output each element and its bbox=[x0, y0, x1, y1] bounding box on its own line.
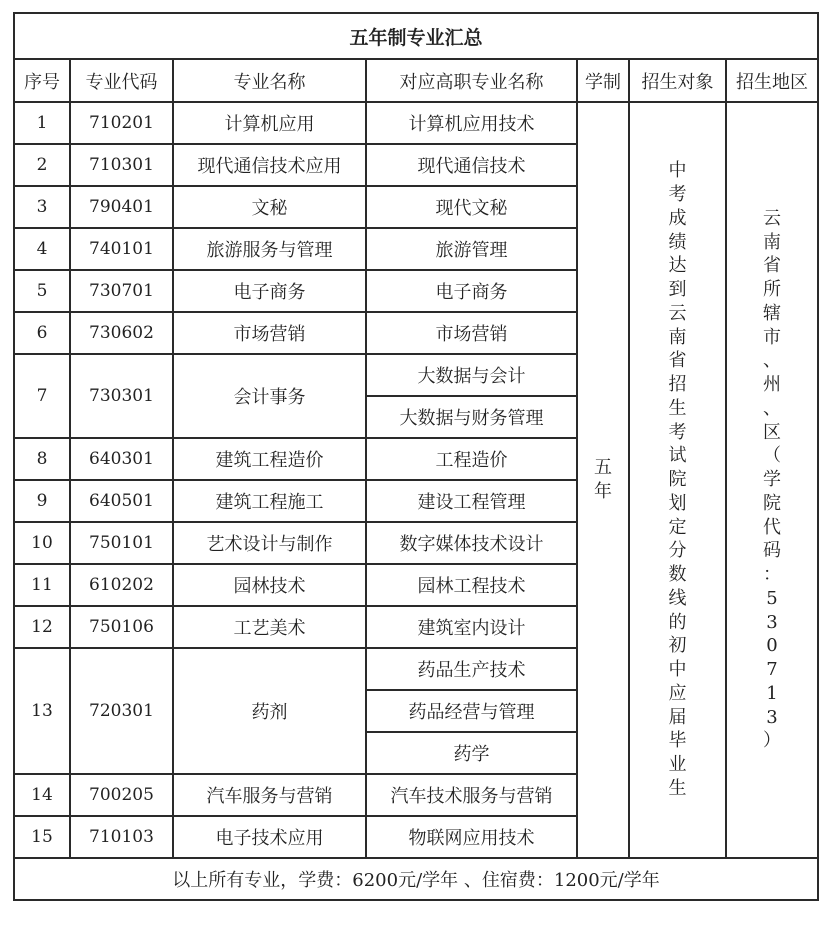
row-higher-major: 现代通信技术 bbox=[366, 144, 577, 186]
row-major: 艺术设计与制作 bbox=[173, 522, 366, 564]
fee-note: 以上所有专业，学费：6200元/学年 、住宿费：1200元/学年 bbox=[14, 858, 818, 900]
row-higher-major: 物联网应用技术 bbox=[366, 816, 577, 858]
row-higher-major: 建筑室内设计 bbox=[366, 606, 577, 648]
row-major: 文秘 bbox=[173, 186, 366, 228]
header-region: 招生地区 bbox=[726, 59, 818, 102]
row-code: 710301 bbox=[70, 144, 173, 186]
row-higher-major: 药学 bbox=[366, 732, 577, 774]
row-seq: 7 bbox=[14, 354, 70, 438]
row-higher-major: 旅游管理 bbox=[366, 228, 577, 270]
row-major: 药剂 bbox=[173, 648, 366, 774]
row-higher-major: 工程造价 bbox=[366, 438, 577, 480]
row-code: 640301 bbox=[70, 438, 173, 480]
row-seq: 3 bbox=[14, 186, 70, 228]
header-row bbox=[14, 59, 818, 102]
row-code: 720301 bbox=[70, 648, 173, 774]
row-code: 790401 bbox=[70, 186, 173, 228]
row-seq: 12 bbox=[14, 606, 70, 648]
row-major: 现代通信技术应用 bbox=[173, 144, 366, 186]
row-seq: 10 bbox=[14, 522, 70, 564]
row-code: 730602 bbox=[70, 312, 173, 354]
row-seq: 6 bbox=[14, 312, 70, 354]
row-higher-major: 建设工程管理 bbox=[366, 480, 577, 522]
table-title: 五年制专业汇总 bbox=[14, 13, 818, 59]
row-seq: 11 bbox=[14, 564, 70, 606]
row-seq: 1 bbox=[14, 102, 70, 144]
row-major: 市场营销 bbox=[173, 312, 366, 354]
row-major: 计算机应用 bbox=[173, 102, 366, 144]
row-higher-major: 园林工程技术 bbox=[366, 564, 577, 606]
row-higher-major: 药品经营与管理 bbox=[366, 690, 577, 732]
header-duration: 学制 bbox=[577, 59, 629, 102]
row-code: 740101 bbox=[70, 228, 173, 270]
program-table bbox=[13, 12, 819, 901]
header-code: 专业代码 bbox=[70, 59, 173, 102]
row-seq: 5 bbox=[14, 270, 70, 312]
program-summary-sheet bbox=[13, 12, 817, 918]
row-higher-major: 药品生产技术 bbox=[366, 648, 577, 690]
row-major: 会计事务 bbox=[173, 354, 366, 438]
row-code: 730301 bbox=[70, 354, 173, 438]
row-code: 610202 bbox=[70, 564, 173, 606]
header-major: 专业名称 bbox=[173, 59, 366, 102]
row-major: 电子技术应用 bbox=[173, 816, 366, 858]
row-seq: 4 bbox=[14, 228, 70, 270]
row-higher-major: 现代文秘 bbox=[366, 186, 577, 228]
header-seq: 序号 bbox=[14, 59, 70, 102]
target-cell: 中 考 成 绩 达 到 云 南 省 招 生 考 试 院 划 定 分 数 线 的 初 中 应 届 毕 业 生 bbox=[629, 102, 726, 858]
row-higher-major: 大数据与财务管理 bbox=[366, 396, 577, 438]
row-major: 建筑工程造价 bbox=[173, 438, 366, 480]
row-seq: 15 bbox=[14, 816, 70, 858]
row-higher-major: 计算机应用技术 bbox=[366, 102, 577, 144]
row-higher-major: 汽车技术服务与营销 bbox=[366, 774, 577, 816]
row-seq: 13 bbox=[14, 648, 70, 774]
row-seq: 14 bbox=[14, 774, 70, 816]
row-higher-major: 电子商务 bbox=[366, 270, 577, 312]
duration-cell: 五 年 bbox=[577, 102, 629, 858]
row-code: 700205 bbox=[70, 774, 173, 816]
row-higher-major: 大数据与会计 bbox=[366, 354, 577, 396]
row-major: 旅游服务与管理 bbox=[173, 228, 366, 270]
row-major: 电子商务 bbox=[173, 270, 366, 312]
table-row bbox=[14, 102, 818, 144]
region-cell: 云 南 省 所 辖 市 、 州 、 区 （ 学 院 代 码 ： 5 3 0 7 1 3 ） bbox=[726, 102, 818, 858]
row-major: 工艺美术 bbox=[173, 606, 366, 648]
row-higher-major: 市场营销 bbox=[366, 312, 577, 354]
row-code: 730701 bbox=[70, 270, 173, 312]
row-seq: 2 bbox=[14, 144, 70, 186]
row-code: 710201 bbox=[70, 102, 173, 144]
row-major: 园林技术 bbox=[173, 564, 366, 606]
header-higher-major: 对应高职专业名称 bbox=[366, 59, 577, 102]
row-code: 750101 bbox=[70, 522, 173, 564]
row-major: 建筑工程施工 bbox=[173, 480, 366, 522]
table-body bbox=[14, 102, 818, 858]
header-target: 招生对象 bbox=[629, 59, 726, 102]
row-higher-major: 数字媒体技术设计 bbox=[366, 522, 577, 564]
row-seq: 8 bbox=[14, 438, 70, 480]
row-major: 汽车服务与营销 bbox=[173, 774, 366, 816]
row-code: 710103 bbox=[70, 816, 173, 858]
row-code: 750106 bbox=[70, 606, 173, 648]
row-code: 640501 bbox=[70, 480, 173, 522]
row-seq: 9 bbox=[14, 480, 70, 522]
